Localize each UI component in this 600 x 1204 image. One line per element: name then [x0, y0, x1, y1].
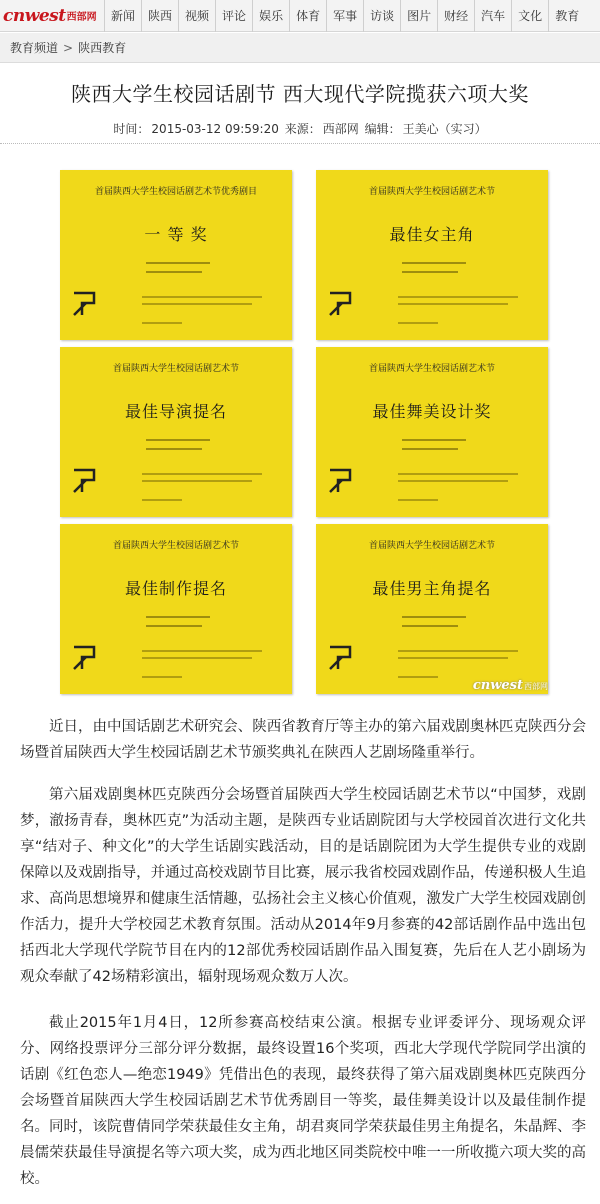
nav-item-comment[interactable]: 评论 — [215, 0, 252, 32]
certificate-footer-line — [398, 296, 518, 298]
certificate-text-line — [146, 439, 210, 441]
certificate-card — [60, 170, 292, 340]
nav-item-interview[interactable]: 访谈 — [363, 0, 400, 32]
festival-emblem-icon — [326, 644, 354, 672]
article-paragraph: 第六届戏剧奥林匹克陕西分会场暨首届陕西大学生校园话剧艺术节以“中国梦，戏剧梦，澈扬青春，奥林匹克”为活动主题，是陕西专业话剧院团与大学校园首次进行文化共享“结对子、种文化”的大学生话剧实践活动，目的是话剧院团为大学生提供专业的戏剧保障以及戏剧指导，并通过高校戏剧节目比赛，展示我省校园戏剧作品，传递积极人生追求、高尚思想境界和健康生活情趣，弘扬社会主义核心价值观，激发广大学生校园戏剧创作活力，提升大学校园艺术教育氛围。活动从2014年9月参赛的42部话剧作品中选出包括西北大学现代学院节目在内的12部优秀校园话剧作品入围复赛，先后在人艺小剧场为观众奉献了42场精彩演出，辐射现场观众数万人次。 — [20, 787, 586, 985]
certificate-footer-line — [398, 480, 508, 482]
festival-emblem-icon — [70, 290, 98, 318]
certificate-footer-line — [398, 650, 518, 652]
certificate-text-line — [402, 625, 458, 627]
editor-name: 王美心（实习） — [402, 122, 487, 136]
nav-item-video[interactable]: 视频 — [178, 0, 215, 32]
nav-item-shaanxi[interactable]: 陕西 — [141, 0, 178, 32]
site-logo[interactable] — [0, 0, 104, 32]
certificate-heading: 首届陕西大学生校园话剧艺术节优秀剧目 — [94, 187, 257, 197]
festival-emblem-icon — [326, 467, 354, 495]
certificate-footer-line — [142, 650, 262, 652]
certificate-text-line — [402, 262, 466, 264]
certificate-card — [316, 347, 548, 517]
certificate-text-line — [402, 439, 466, 441]
festival-emblem-icon — [70, 644, 98, 672]
article-paragraph: 近日，由中国话剧艺术研究会、陕西省教育厅等主办的第六届戏剧奥林匹克陕西分会场暨首届陕西大学生校园话剧艺术节颁奖典礼在陕西人艺剧场隆重举行。 — [20, 719, 586, 761]
certificate-date-line — [142, 499, 182, 501]
certificate-heading: 首届陕西大学生校园话剧艺术节 — [112, 541, 239, 551]
editor-label: 编辑： — [364, 122, 401, 136]
breadcrumb-current-link[interactable]: 陕西教育 — [78, 41, 127, 55]
certificate-date-line — [398, 322, 438, 324]
certificate-award: 最佳舞美设计奖 — [372, 402, 492, 421]
certificate-footer-line — [142, 303, 252, 305]
watermark-cn-text: 西部网 — [524, 682, 548, 691]
source-label: 来源： — [284, 122, 321, 136]
certificate-footer-line — [398, 657, 508, 659]
certificate-text-line — [146, 448, 202, 450]
certificate-card — [60, 524, 292, 694]
certificate-heading: 首届陕西大学生校园话剧艺术节 — [368, 187, 495, 197]
breadcrumb-separator: > — [63, 40, 74, 55]
certificate-award: 最佳制作提名 — [124, 579, 227, 598]
nav-item-culture[interactable]: 文化 — [511, 0, 548, 32]
certificate-date-line — [398, 499, 438, 501]
certificate-text-line — [402, 271, 458, 273]
certificate-date-line — [142, 676, 182, 678]
source-name: 西部网 — [322, 122, 359, 136]
article-meta — [0, 120, 600, 137]
watermark-text: cnwest — [472, 678, 523, 693]
nav-item-sports[interactable]: 体育 — [289, 0, 326, 32]
certificate-footer-line — [398, 303, 508, 305]
certificate-card — [316, 524, 548, 694]
certificate-award: 最佳导演提名 — [124, 402, 227, 421]
nav-item-military[interactable]: 军事 — [326, 0, 363, 32]
certificate-card — [60, 347, 292, 517]
breadcrumb-channel-link[interactable]: 教育频道 — [10, 41, 59, 55]
festival-emblem-icon — [70, 467, 98, 495]
certificate-footer-line — [142, 473, 262, 475]
article-photo — [54, 152, 554, 697]
certificate-card — [316, 170, 548, 340]
certificate-award: 最佳女主角 — [389, 225, 475, 244]
certificate-date-line — [398, 676, 438, 678]
certificate-footer-line — [142, 296, 262, 298]
festival-emblem-icon — [326, 290, 354, 318]
certificate-text-line — [146, 262, 210, 264]
nav-item-news[interactable]: 新闻 — [104, 0, 141, 32]
article-title: 陕西大学生校园话剧节 西大现代学院揽获六项大奖 — [71, 82, 529, 106]
certificate-text-line — [146, 616, 210, 618]
breadcrumb — [0, 33, 600, 63]
publish-time: 2015-03-12 09:59:20 — [151, 122, 279, 136]
logo-cn-text: 西部网 — [66, 12, 97, 23]
meta-divider — [0, 143, 600, 144]
nav-item-entertainment[interactable]: 娱乐 — [252, 0, 289, 32]
certificate-heading: 首届陕西大学生校园话剧艺术节 — [112, 364, 239, 374]
channel-nav — [104, 0, 585, 32]
nav-item-finance[interactable]: 财经 — [437, 0, 474, 32]
certificate-date-line — [142, 322, 182, 324]
certificate-text-line — [146, 625, 202, 627]
time-label: 时间： — [113, 122, 150, 136]
article-paragraph: 截止2015年1月4日，12所参赛高校结束公演。根据专业评委评分、现场观众评分、网络投票评分三部分评分数据，最终设置16个奖项，西北大学现代学院同学出演的话剧《红色恋人—绝恋1949》凭借出色的表现，最终获得了第六届戏剧奥林匹克陕西分会场暨首届陕西大学生校园话剧艺术节优秀剧目一等奖，最佳舞美设计以及最佳制作提名。同时，该院曹倩同学荣获最佳女主角，胡君爽同学荣获最佳男主角提名，朱晶辉、李晨儒荣获最佳导演提名等六项大奖，成为西北地区同类院校中唯一一所收揽六项大奖的高校。 — [20, 1015, 586, 1187]
certificate-award: 最佳男主角提名 — [372, 579, 492, 598]
top-nav-bar — [0, 0, 600, 32]
certificate-footer-line — [142, 657, 252, 659]
logo-text: cnwest — [3, 5, 66, 26]
nav-item-pictures[interactable]: 图片 — [400, 0, 437, 32]
nav-item-auto[interactable]: 汽车 — [474, 0, 511, 32]
certificate-text-line — [402, 448, 458, 450]
certificate-award: 一 等 奖 — [144, 225, 208, 244]
certificate-text-line — [402, 616, 466, 618]
certificate-heading: 首届陕西大学生校园话剧艺术节 — [368, 541, 495, 551]
nav-item-education[interactable]: 教育 — [548, 0, 585, 32]
photo-watermark — [473, 678, 548, 693]
certificate-text-line — [146, 271, 202, 273]
certificate-heading: 首届陕西大学生校园话剧艺术节 — [368, 364, 495, 374]
certificate-footer-line — [142, 480, 252, 482]
certificate-footer-line — [398, 473, 518, 475]
